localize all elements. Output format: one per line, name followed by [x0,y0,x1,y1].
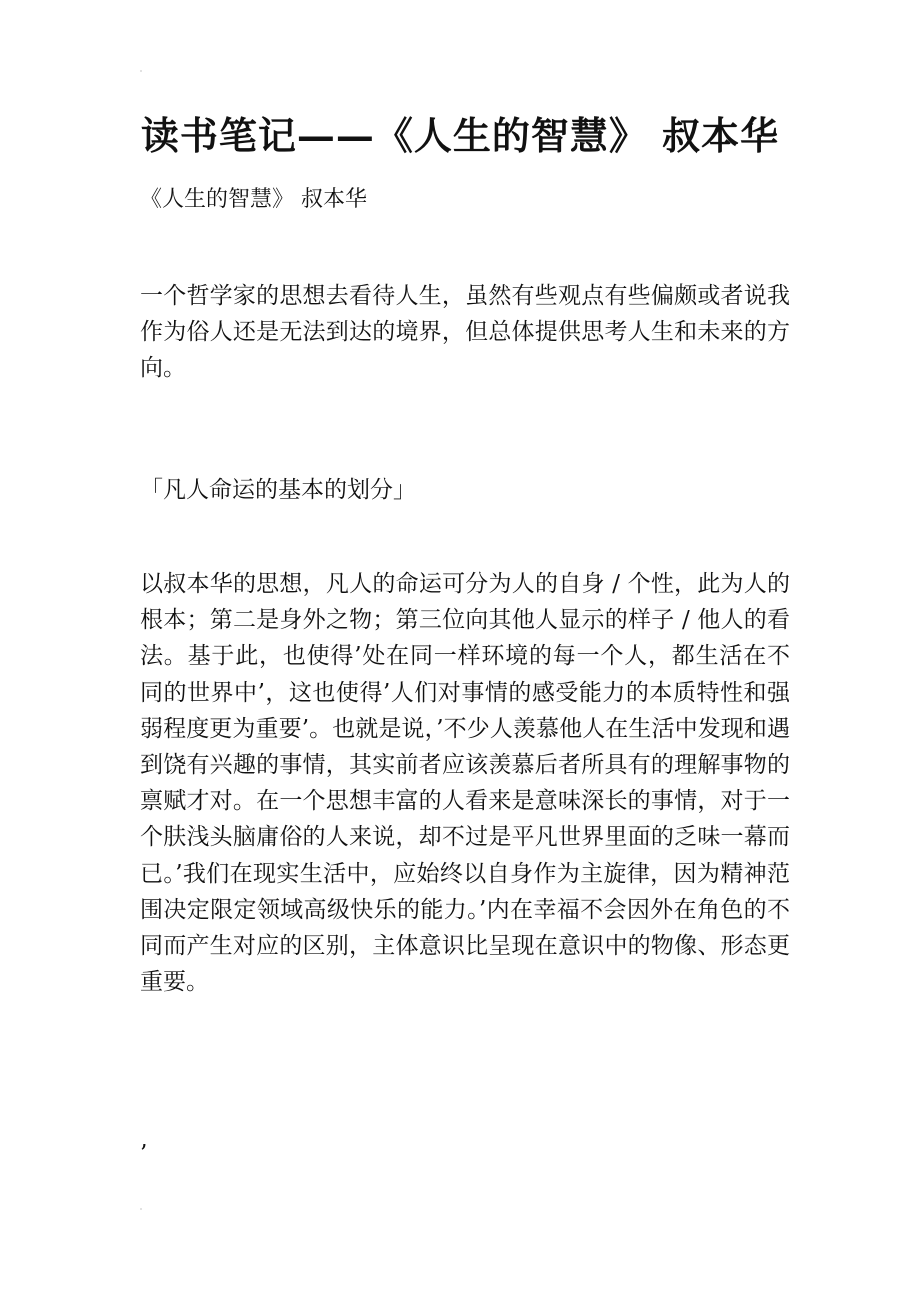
document-title: 读书笔记——《人生的智慧》 叔本华 [140,113,780,158]
body-paragraph: 以叔本华的思想，凡人的命运可分为人的自身 / 个性，此为人的根本；第二是身外之物；第三位向其他人显示的样子 / 他人的看法。基于此，也使得’处在同一样环境的每一个人，都生活在不同的世界中’，这也使得’人们对事情的感受能力的本质特性和强弱程度更为重要’。也就是说，’不少人羡慕他人在生活中发现和遇到饶有兴趣的事情，其实前者应该羡慕后者所具有的理解事物的禀赋才对。在一个思想丰富的人看来是意味深长的事情，对于一个肤浅头脑庸俗的人来说，却不过是平凡世界里面的乏味一幕而已。’我们在现实生活中，应始终以自身作为主旋律，因为精神范围决定限定领域高级快乐的能力。’内在幸福不会因外在角色的不同而产生对应的区别，主体意识比呈现在意识中的物像、形态更重要。 [140,571,790,996]
scan-speck [140,1208,142,1210]
scan-speck [140,70,142,72]
intro-paragraph: 一个哲学家的思想去看待人生，虽然有些观点有些偏颇或者说我作为俗人还是无法到达的境界，但总体提供思考人生和未来的方向。 [140,283,790,382]
closing-quote-mark: ’ [140,1141,148,1167]
section-heading: 「凡人命运的基本的划分」 [140,477,416,503]
book-subtitle: 《人生的智慧》 叔本华 [140,187,367,212]
